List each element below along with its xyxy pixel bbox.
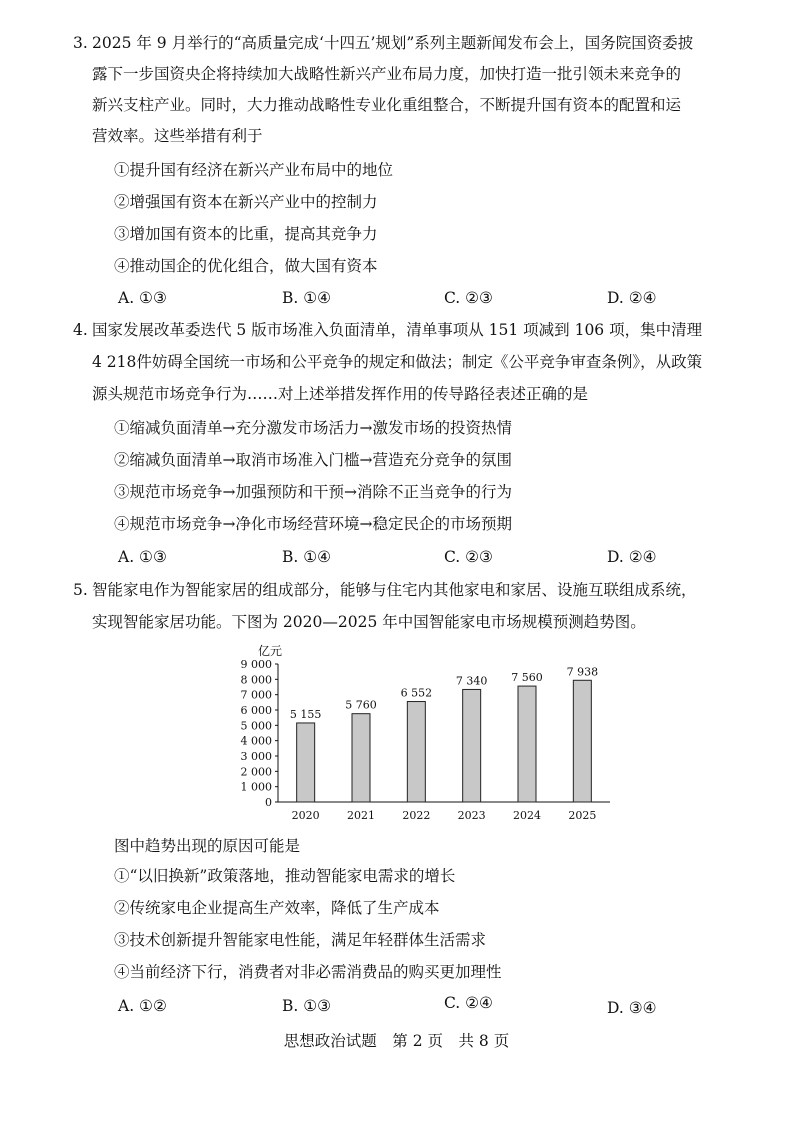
q5-option-a[interactable]: A. ①② (118, 997, 167, 1015)
x-tick-label: 2022 (402, 809, 431, 822)
q3-statement: ③增加国有资本的比重，提高其竞争力 (114, 225, 378, 243)
q4-statement: ③规范市场竞争→加强预防和干预→消除不正当竞争的行为 (114, 483, 512, 501)
q4-stem-line: 国家发展改革委迭代 5 版市场准入负面清单，清单事项从 151 项减到 106 项，集中清理 (92, 321, 703, 339)
q5-option-b[interactable]: B. ①③ (282, 997, 332, 1015)
q4-number: 4. (73, 321, 88, 339)
q3-statement: ④推动国企的优化组合，做大国有资本 (114, 257, 378, 275)
q5-stem-line: 实现智能家居功能。下图为 2020—2025 年中国智能家电市场规模预测趋势图。 (92, 613, 646, 631)
q3-option-c[interactable]: C. ②③ (444, 289, 493, 307)
q5-number: 5. (73, 581, 88, 599)
q5-stem-line: 智能家电作为智能家居的组成部分，能够与住宅内其他家电和家居、设施互联组成系统， (92, 581, 697, 599)
bar (573, 680, 591, 802)
q4-stem-line: 源头规范市场竞争行为……对上述举措发挥作用的传导路径表述正确的是 (92, 385, 589, 403)
q5-option-c[interactable]: C. ②④ (444, 994, 493, 1012)
y-tick-label: 7 000 (240, 688, 272, 702)
q3-stem-line: 2025 年 9 月举行的“高质量完成‘十四五’规划”系列主题新闻发布会上，国务院国资委披 (92, 34, 694, 52)
bar (463, 689, 481, 802)
q4-statement: ②缩减负面清单→取消市场准入门槛→营造充分竞争的氛围 (114, 451, 512, 469)
bar-value-label: 5 155 (289, 707, 322, 721)
bar (518, 686, 536, 802)
x-tick-label: 2024 (513, 809, 541, 822)
bar (297, 723, 315, 802)
y-tick-label: 5 000 (240, 719, 272, 733)
q4-option-b[interactable]: B. ①④ (282, 548, 332, 566)
q3-stem-line: 新兴支柱产业。同时，大力推动战略性专业化重组整合，不断提升国有资本的配置和运 (92, 96, 682, 114)
x-tick-label: 2021 (347, 809, 375, 822)
q5-statement: ③技术创新提升智能家电性能，满足年轻群体生活需求 (114, 931, 487, 949)
y-tick-label: 8 000 (240, 673, 272, 687)
y-tick-label: 9 000 (240, 658, 272, 671)
x-tick-label: 2023 (457, 809, 486, 822)
q4-option-d[interactable]: D. ②④ (607, 548, 657, 566)
bar (352, 714, 370, 802)
q4-option-c[interactable]: C. ②③ (444, 548, 493, 566)
q3-option-b[interactable]: B. ①④ (282, 289, 332, 307)
q3-number: 3. (73, 34, 88, 52)
q3-stem-line: 露下一步国资央企将持续加大战略性新兴产业布局力度，加快打造一批引领未来竞争的 (92, 65, 682, 83)
q5-statement: ①“以旧换新”政策落地，推动智能家电需求的增长 (114, 867, 456, 885)
bar-value-label: 6 552 (400, 686, 433, 700)
y-tick-label: 1 000 (240, 780, 272, 794)
q3-statement: ②增强国有资本在新兴产业中的控制力 (114, 193, 378, 211)
y-tick-label: 4 000 (240, 734, 272, 748)
q5-statement: ④当前经济下行，消费者对非必需消费品的购买更加理性 (114, 963, 502, 981)
q4-stem-line: 4 218件妨碍全国统一市场和公平竞争的规定和做法；制定《公平竞争审查条例》，从政策 (92, 353, 703, 371)
bar-value-label: 5 760 (345, 698, 377, 712)
market-size-bar-chart (232, 644, 612, 824)
q3-option-d[interactable]: D. ②④ (607, 289, 657, 307)
q4-option-a[interactable]: A. ①③ (118, 548, 167, 566)
x-tick-label: 2020 (291, 809, 320, 822)
bar-value-label: 7 560 (511, 671, 543, 685)
y-tick-label: 0 (265, 796, 272, 809)
q5-prompt: 图中趋势出现的原因可能是 (114, 837, 301, 855)
bar-value-label: 7 938 (566, 665, 599, 679)
q5-option-d[interactable]: D. ③④ (607, 999, 657, 1017)
y-axis-unit-label: 亿元 (258, 644, 283, 658)
page-footer: 思想政治试题 第 2 页 共 8 页 (283, 1032, 510, 1050)
q4-statement: ④规范市场竞争→净化市场经营环境→稳定民企的市场预期 (114, 515, 512, 533)
q5-statement: ②传统家电企业提高生产效率，降低了生产成本 (114, 899, 440, 917)
x-tick-label: 2025 (568, 809, 597, 822)
q3-stem-line: 营效率。这些举措有利于 (92, 127, 263, 145)
q4-statement: ①缩减负面清单→充分激发市场活力→激发市场的投资热情 (114, 419, 512, 437)
bar-value-label: 7 340 (455, 674, 488, 688)
y-tick-label: 3 000 (240, 750, 272, 763)
q3-statement: ①提升国有经济在新兴产业布局中的地位 (114, 161, 394, 179)
y-tick-label: 6 000 (240, 704, 272, 717)
bar (407, 702, 425, 802)
q3-option-a[interactable]: A. ①③ (118, 289, 167, 307)
y-tick-label: 2 000 (240, 765, 272, 779)
